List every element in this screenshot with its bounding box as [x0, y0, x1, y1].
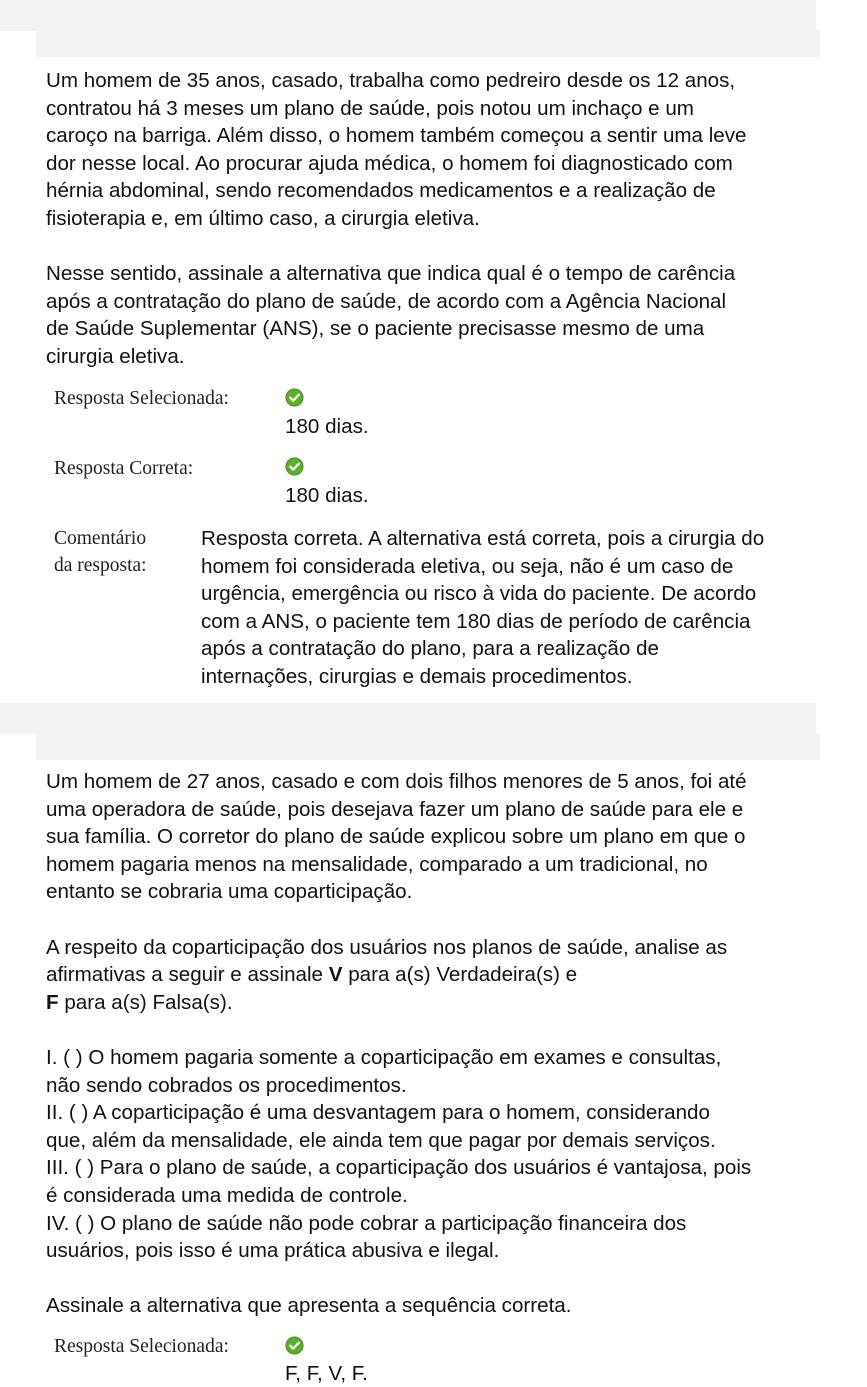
question-text-line: uma operadora de saúde, pois desejava fazer um plano de saúde para ele e: [46, 797, 744, 821]
question-header-band: [0, 703, 816, 734]
question-text-line: [46, 989, 866, 1017]
correct-answer-value: 180 dias.: [285, 484, 369, 507]
question-header-band: [0, 0, 816, 31]
question-2-text: [46, 768, 866, 1320]
comment-label: Comentário: [54, 528, 147, 549]
selected-answer-label: Resposta Selecionada:: [54, 1336, 229, 1357]
question-text-fragment: para a(s) Verdadeira(s) e: [342, 963, 578, 987]
question-instruction: Assinale a alternativa que apresenta a sequência correta.: [46, 1294, 572, 1318]
question-text-line: de Saúde Suplementar (ANS), se o paciente precisasse mesmo de uma: [46, 317, 705, 341]
statement-line: II. ( ) A coparticipação é uma desvantagem para o homem, considerando: [46, 1101, 710, 1125]
statement-line: não sendo cobrados os procedimentos.: [46, 1073, 407, 1097]
false-marker: F: [46, 990, 59, 1014]
question-text-line: cirurgia eletiva.: [46, 344, 185, 368]
comment-line: após a contratação do plano, para a realização de: [201, 637, 659, 661]
check-circle-icon: [285, 457, 304, 476]
selected-answer-value: F, F, V, F.: [285, 1362, 368, 1385]
selected-answer-value: 180 dias.: [285, 415, 369, 438]
question-1-text: [46, 67, 866, 371]
statement-line: I. ( ) O homem pagaria somente a coparticipação em exames e consultas,: [46, 1045, 722, 1069]
true-marker: V: [328, 963, 343, 987]
question-text-line: contratou há 3 meses um plano de saúde, pois notou um inchaço e um: [46, 96, 694, 120]
comment-line: internações, cirurgias e demais procedimentos.: [201, 664, 633, 688]
question-text-line: sua família. O corretor do plano de saúde explicou sobre um plano em que o: [46, 825, 746, 849]
question-text-line: dor nesse local. Ao procurar ajuda médica, o homem foi diagnosticado com: [46, 151, 733, 175]
check-circle-icon: [285, 388, 304, 407]
question-text-line: [46, 961, 866, 989]
question-text-line: entanto se cobraria uma coparticipação.: [46, 880, 413, 904]
check-circle-icon: [285, 1336, 304, 1355]
statement-line: IV. ( ) O plano de saúde não pode cobrar a participação financeira dos: [46, 1211, 687, 1235]
comment-line: com a ANS, o paciente tem 180 dias de período de carência: [201, 609, 751, 633]
statement-line: é considerada uma medida de controle.: [46, 1183, 408, 1207]
answer-comment: [201, 525, 866, 691]
comment-line: homem foi considerada eletiva, ou seja, não é um caso de: [201, 554, 734, 578]
correct-answer-label: Resposta Correta:: [54, 458, 194, 479]
comment-line: Resposta correta. A alternativa está correta, pois a cirurgia do: [201, 527, 765, 550]
question-text-line: Um homem de 27 anos, casado e com dois filhos menores de 5 anos, foi até: [46, 770, 747, 793]
question-text-fragment: para a(s) Falsa(s).: [58, 990, 233, 1014]
question-text-line: Um homem de 35 anos, casado, trabalha como pedreiro desde os 12 anos,: [46, 69, 736, 92]
selected-answer-label: Resposta Selecionada:: [54, 388, 229, 409]
question-text-line: homem pagaria menos na mensalidade, comparado a um tradicional, no: [46, 852, 708, 876]
question-text-line: após a contratação do plano de saúde, de acordo com a Agência Nacional: [46, 289, 727, 313]
question-text-line: fisioterapia e, em último caso, a cirurgia eletiva.: [46, 206, 480, 230]
statement-line: que, além da mensalidade, ele ainda tem que pagar por demais serviços.: [46, 1128, 716, 1152]
question-text-line: hérnia abdominal, sendo recomendados medicamentos e a realização de: [46, 179, 716, 203]
comment-line: urgência, emergência ou risco à vida do paciente. De acordo: [201, 582, 757, 606]
statement-line: usuários, pois isso é uma prática abusiva e ilegal.: [46, 1239, 500, 1263]
question-text-fragment: afirmativas a seguir e assinale: [46, 963, 329, 987]
statement-line: III. ( ) Para o plano de saúde, a coparticipação dos usuários é vantajosa, pois: [46, 1156, 752, 1180]
comment-label: da resposta:: [54, 555, 147, 576]
question-text-line: A respeito da coparticipação dos usuários nos planos de saúde, analise as: [46, 935, 728, 959]
question-text-line: Nesse sentido, assinale a alternativa que indica qual é o tempo de carência: [46, 262, 736, 286]
question-header-band: [36, 733, 820, 760]
question-text-line: caroço na barriga. Além disso, o homem também começou a sentir uma leve: [46, 124, 747, 148]
question-header-band: [36, 30, 820, 57]
